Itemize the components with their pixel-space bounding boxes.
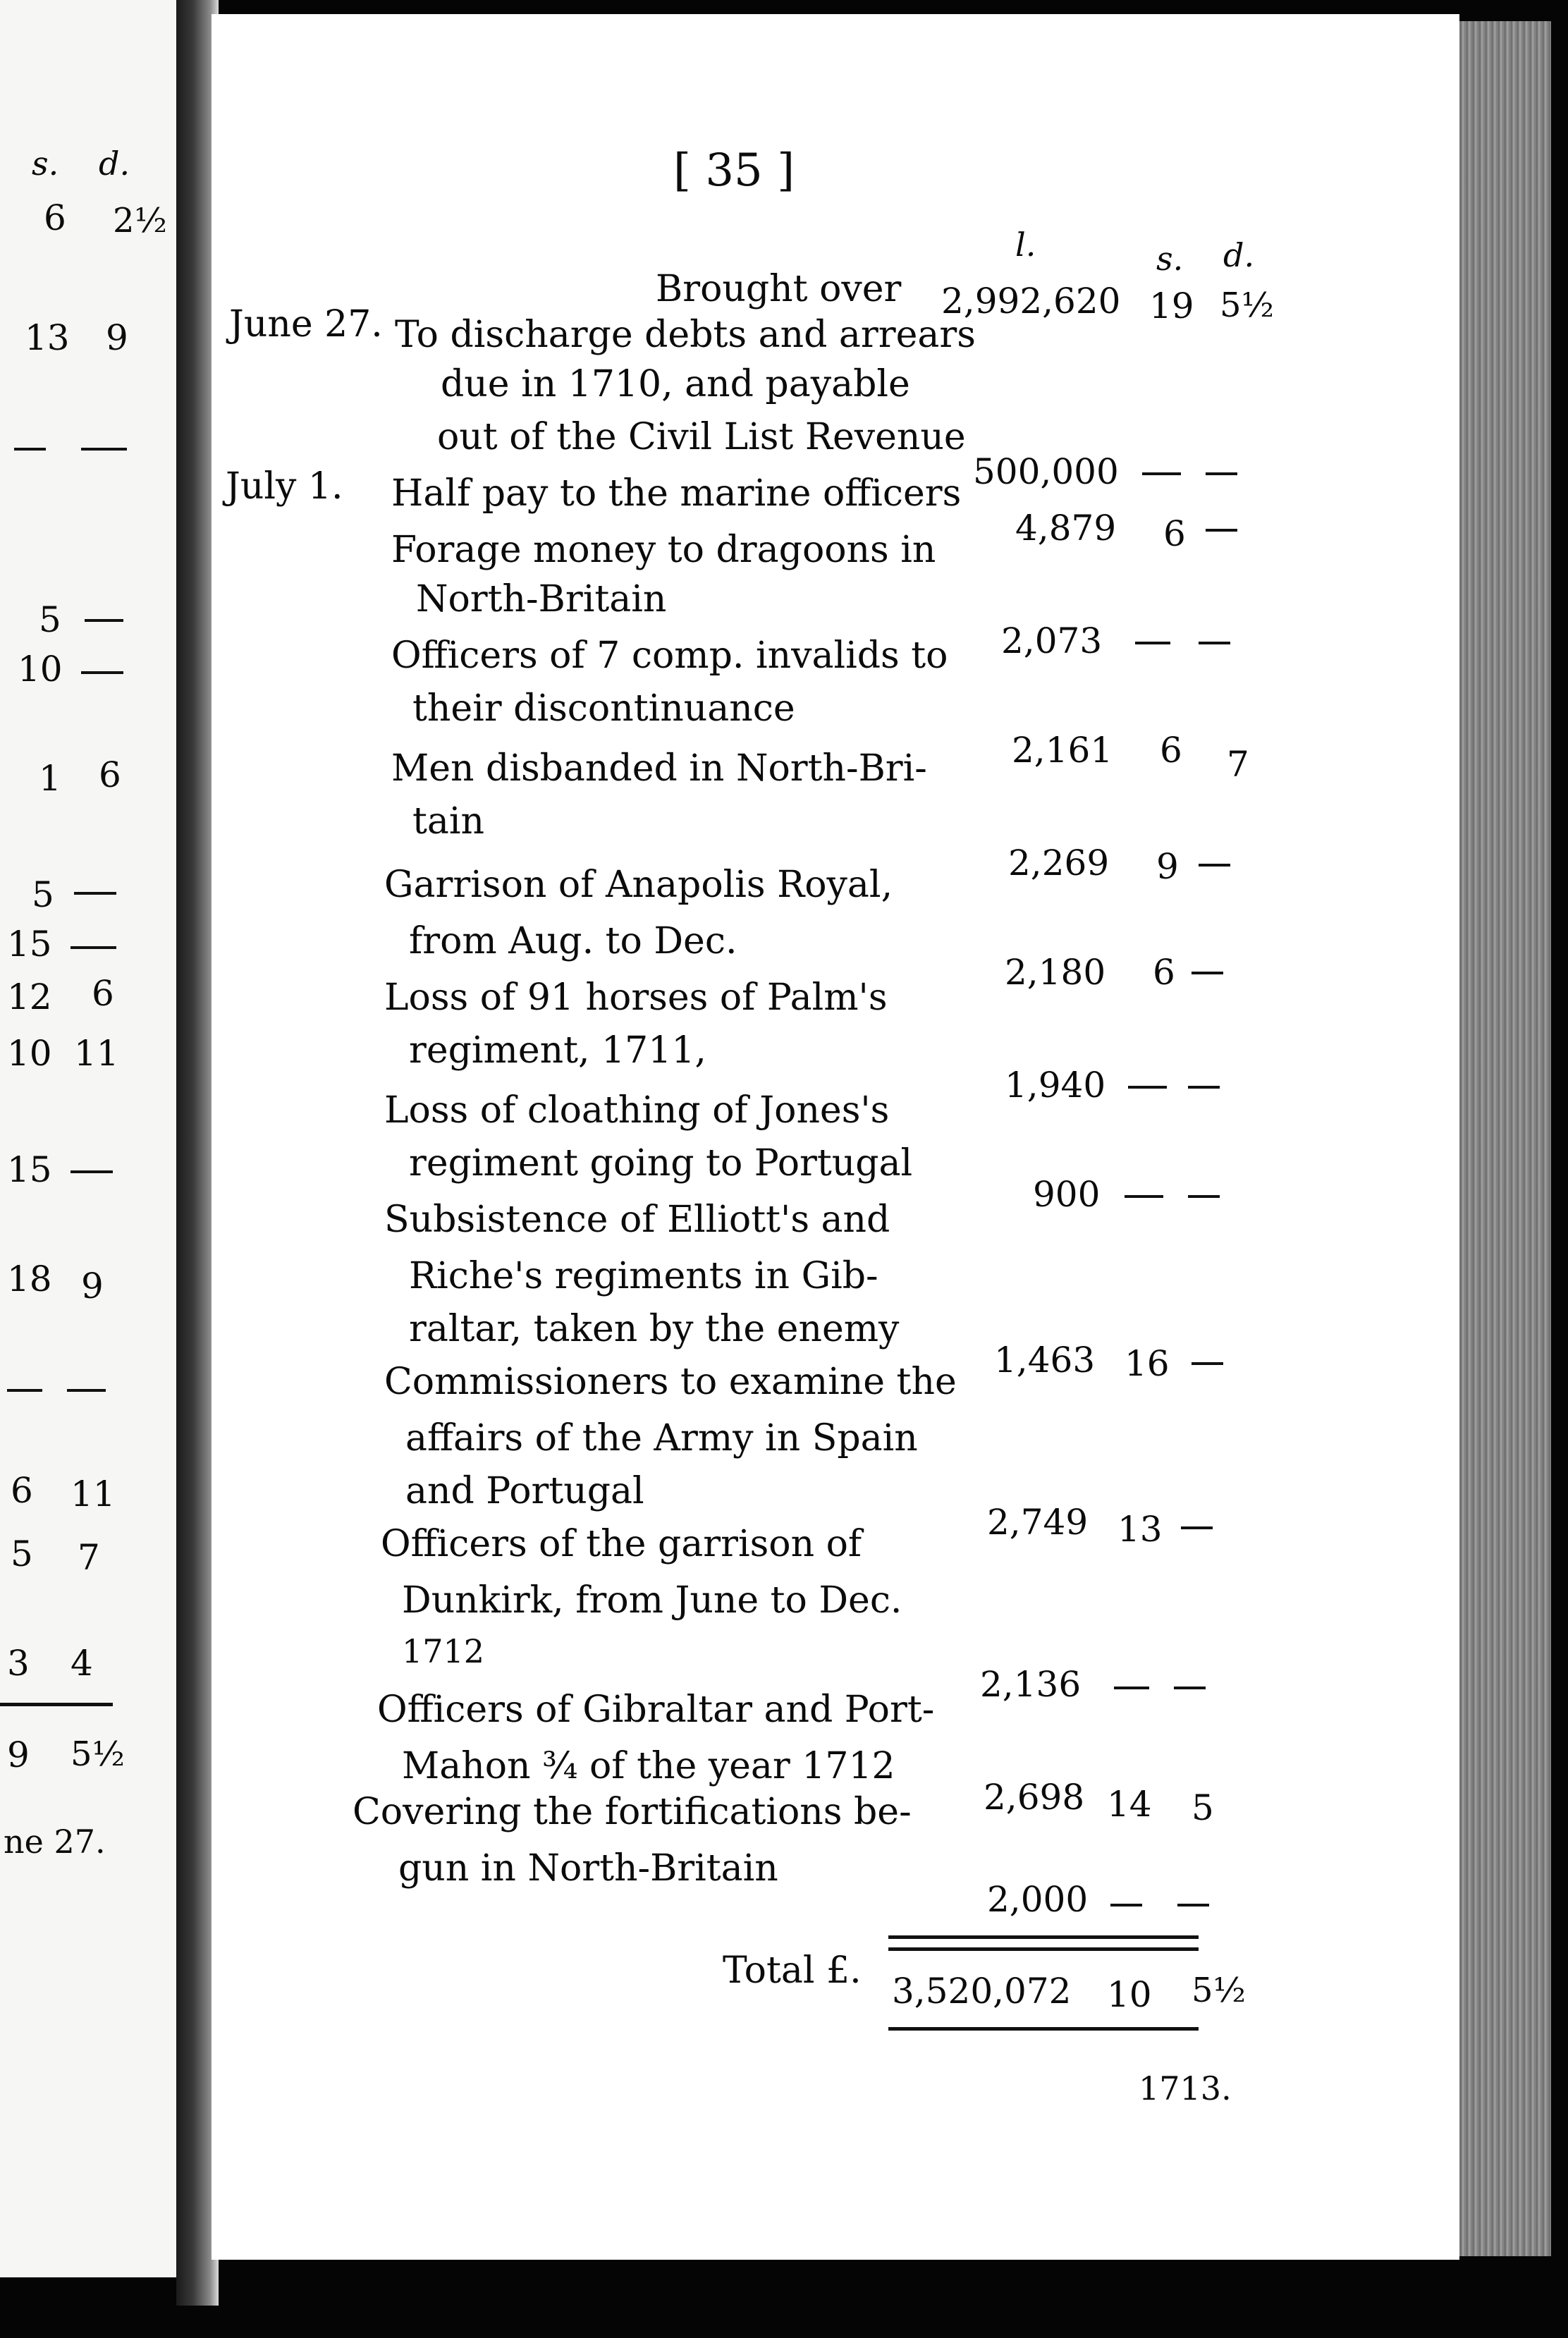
entry-shillings: 6 — [1163, 513, 1186, 554]
right-page — [212, 14, 1459, 2260]
column-header-shillings: s. — [1156, 240, 1184, 278]
left-d: 4 — [71, 1643, 93, 1684]
left-s: 18 — [7, 1259, 52, 1299]
brought-over-pounds: 2,992,620 — [941, 281, 1121, 322]
total-top-rule — [888, 1935, 1199, 1939]
total-pounds: 3,520,072 — [892, 1971, 1072, 2012]
entry-pence-dash — [1181, 1526, 1213, 1529]
entry-line: and Portugal — [405, 1470, 644, 1512]
left-d: 11 — [71, 1474, 116, 1514]
left-d: 7 — [78, 1537, 100, 1578]
entry-line: Officers of 7 comp. invalids to — [391, 635, 948, 677]
entry-pounds: 2,000 — [987, 1879, 1089, 1920]
left-dash — [71, 946, 116, 949]
left-dash — [81, 448, 127, 451]
entry-pounds: 900 — [1033, 1174, 1101, 1215]
entry-pence-dash — [1206, 472, 1237, 475]
entry-pounds: 2,136 — [980, 1664, 1082, 1705]
entry-pounds: 2,161 — [1012, 730, 1113, 771]
entry-shillings-dash — [1142, 472, 1181, 475]
left-s: 9 — [7, 1734, 30, 1775]
brought-over-label: Brought over — [656, 268, 902, 310]
left-d: 6 — [99, 754, 121, 795]
entry-line: Men disbanded in North-Bri- — [391, 747, 927, 790]
entry-pounds: 2,073 — [1001, 620, 1103, 661]
entry-pounds: 2,749 — [987, 1502, 1089, 1543]
entry-shillings: 14 — [1107, 1784, 1152, 1825]
entry-shillings: 6 — [1153, 952, 1175, 993]
entry-line: raltar, taken by the enemy — [409, 1308, 900, 1350]
entry-shillings: 13 — [1117, 1509, 1163, 1550]
left-header-d: d. — [99, 145, 130, 183]
entry-line: 1712 — [402, 1632, 485, 1670]
left-d: 9 — [106, 317, 128, 358]
left-dash — [14, 448, 46, 451]
entry-shillings-dash — [1114, 1687, 1149, 1689]
left-s: 5 — [32, 874, 54, 915]
entry-line: Subsistence of Elliott's and — [384, 1199, 890, 1241]
left-dash — [71, 1170, 113, 1173]
left-s: 10 — [7, 1033, 52, 1074]
entry-shillings: 16 — [1125, 1343, 1170, 1384]
entry-date: June 27. — [229, 303, 383, 345]
entry-line: Riche's regiments in Gib- — [409, 1255, 878, 1297]
left-dash — [74, 892, 116, 895]
entry-pence-dash — [1188, 1195, 1220, 1198]
entry-pence-dash — [1188, 1086, 1220, 1089]
entry-line: due in 1710, and payable — [441, 363, 910, 405]
entry-pounds: 1,463 — [994, 1340, 1096, 1381]
entry-pounds: 2,269 — [1008, 843, 1110, 883]
total-shillings: 10 — [1107, 1974, 1152, 2015]
entry-pence-dash — [1199, 864, 1230, 867]
page-number: [ 35 ] — [673, 145, 795, 197]
entry-pence-dash — [1192, 972, 1223, 974]
left-catchword: ne 27. — [4, 1823, 106, 1861]
entry-pence-dash — [1174, 1687, 1206, 1689]
left-s: 3 — [7, 1643, 30, 1684]
entry-line: To discharge debts and arrears — [395, 314, 976, 356]
entry-shillings-dash — [1128, 1086, 1167, 1089]
brought-over-pence: 5½ — [1220, 286, 1275, 325]
left-dash — [7, 1389, 42, 1392]
entry-line: gun in North-Britain — [398, 1847, 778, 1890]
left-s: 15 — [7, 1149, 52, 1190]
left-s: 6 — [44, 197, 66, 238]
brought-over-shillings: 19 — [1149, 286, 1194, 326]
left-d: 5½ — [71, 1734, 125, 1774]
entry-pounds: 500,000 — [973, 451, 1119, 492]
left-d: 6 — [92, 973, 114, 1014]
entry-line: tain — [412, 800, 485, 843]
total-pence: 5½ — [1192, 1971, 1247, 2010]
left-d: 2½ — [113, 201, 168, 240]
entry-pence-dash — [1177, 1904, 1209, 1906]
entry-line: their discontinuance — [412, 687, 795, 730]
left-dash — [85, 619, 123, 622]
entry-pence-dash — [1199, 642, 1230, 644]
left-s: 10 — [18, 649, 63, 690]
left-s: 12 — [7, 977, 52, 1017]
left-header-s: s. — [32, 145, 59, 183]
left-s: 5 — [39, 599, 61, 640]
left-s: 1 — [39, 758, 61, 799]
entry-pence-dash — [1192, 1362, 1223, 1365]
entry-line: Mahon ¾ of the year 1712 — [402, 1745, 895, 1787]
entry-shillings: 6 — [1160, 730, 1182, 771]
entry-pence-dash — [1206, 529, 1237, 532]
entry-date: July 1. — [226, 465, 343, 508]
entry-pence: 7 — [1227, 744, 1249, 785]
entry-line: Garrison of Anapolis Royal, — [384, 864, 893, 906]
entry-pounds: 2,698 — [984, 1777, 1085, 1818]
entry-line: Forage money to dragoons in — [391, 529, 936, 571]
entry-line: from Aug. to Dec. — [409, 920, 737, 962]
page-fore-edge — [1452, 21, 1551, 2256]
left-dash — [81, 671, 123, 674]
entry-line: Commissioners to examine the — [384, 1361, 957, 1403]
left-s: 15 — [7, 924, 52, 965]
entry-line: out of the Civil List Revenue — [437, 416, 966, 458]
entry-line: North-Britain — [416, 578, 667, 620]
entry-line: regiment, 1711, — [409, 1029, 706, 1072]
entry-line: Half pay to the marine officers — [391, 472, 962, 515]
left-s: 13 — [25, 317, 70, 358]
entry-shillings: 9 — [1156, 846, 1179, 887]
left-s: 6 — [11, 1470, 33, 1511]
entry-shillings-dash — [1110, 1904, 1142, 1906]
entry-line: Loss of cloathing of Jones's — [384, 1089, 890, 1132]
entry-shillings-dash — [1125, 1195, 1163, 1198]
left-dash — [67, 1389, 106, 1392]
entry-pounds: 2,180 — [1005, 952, 1106, 993]
total-bottom-rule — [888, 2027, 1199, 2031]
left-sum-rule — [0, 1703, 113, 1706]
entry-line: Officers of the garrison of — [381, 1523, 862, 1565]
entry-pounds: 1,940 — [1005, 1065, 1106, 1106]
total-top-rule-double — [888, 1947, 1199, 1951]
entry-line: Loss of 91 horses of Palm's — [384, 977, 888, 1019]
entry-line: Covering the fortifications be- — [353, 1791, 912, 1833]
entry-pounds: 4,879 — [1015, 508, 1117, 549]
left-d: 11 — [74, 1033, 119, 1074]
entry-pence: 5 — [1192, 1787, 1214, 1828]
left-s: 5 — [11, 1534, 33, 1574]
total-label: Total £. — [723, 1950, 862, 1992]
column-header-pounds: l. — [1015, 226, 1036, 264]
entry-line: regiment going to Portugal — [409, 1142, 913, 1185]
entry-line: Officers of Gibraltar and Port- — [377, 1689, 935, 1731]
column-header-pence: d. — [1223, 236, 1255, 274]
entry-shillings-dash — [1135, 642, 1170, 644]
entry-line: affairs of the Army in Spain — [405, 1417, 918, 1459]
left-d: 9 — [81, 1266, 104, 1306]
entry-line: Dunkirk, from June to Dec. — [402, 1579, 902, 1622]
left-page — [0, 0, 176, 2277]
catchword: 1713. — [1139, 2069, 1232, 2107]
